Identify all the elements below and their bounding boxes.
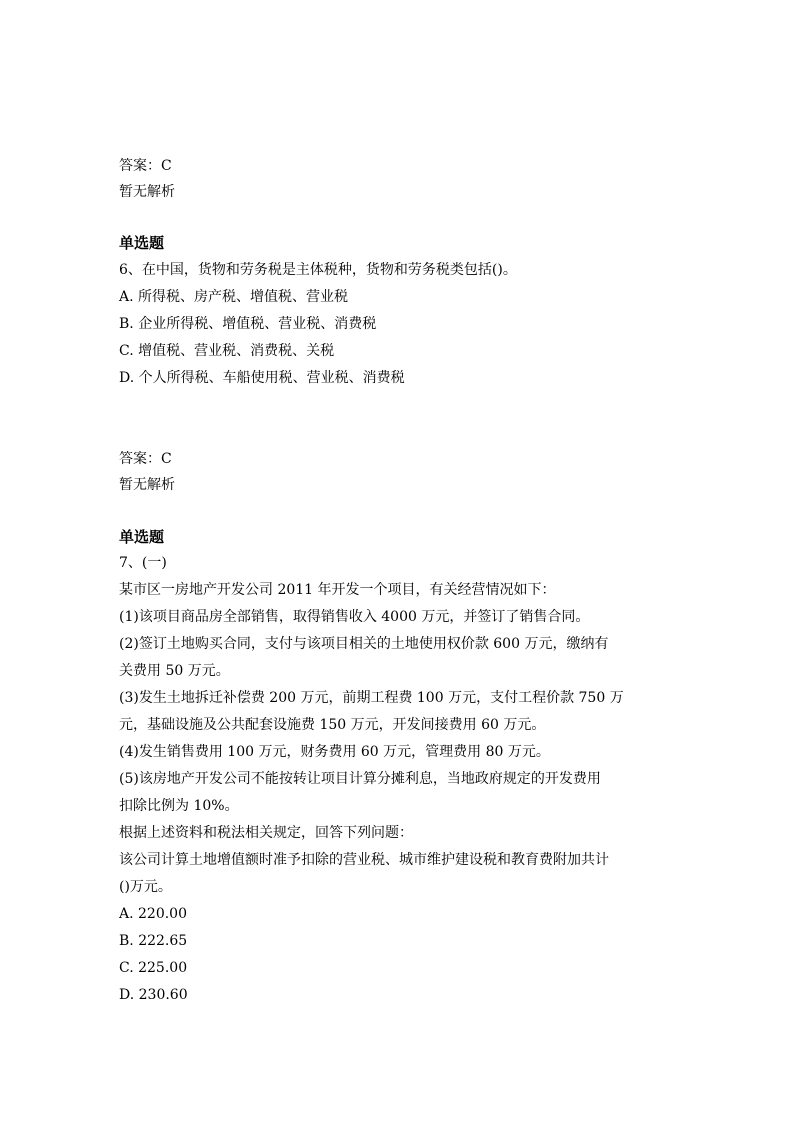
analysis-text: 暂无解析 bbox=[119, 477, 175, 493]
question-line: (1)该项目商品房全部销售，取得销售收入 4000 万元，并签订了销售合同。 bbox=[119, 609, 590, 625]
question-line: 关费用 50 万元。 bbox=[119, 663, 230, 679]
question-line: (5)该房地产开发公司不能按转让项目计算分摊利息，当地政府规定的开发费用 bbox=[119, 771, 601, 787]
question-line: 某市区一房地产开发公司 2011 年开发一个项目，有关经营情况如下： bbox=[119, 582, 556, 598]
question-line: (2)签订土地购买合同，支付与该项目相关的土地使用权价款 600 万元，缴纳有 bbox=[119, 636, 609, 652]
analysis-text: 暂无解析 bbox=[119, 184, 175, 200]
question-number: 7、(一) bbox=[119, 555, 167, 571]
question-line: 扣除比例为 10%。 bbox=[119, 798, 239, 814]
answer-text: 答案：C bbox=[119, 451, 172, 467]
option-c: C. 增值税、营业税、消费税、关税 bbox=[119, 343, 335, 359]
option-a: A. 所得税、房产税、增值税、营业税 bbox=[119, 289, 349, 305]
question-line: 根据上述资料和税法相关规定，回答下列问题： bbox=[119, 825, 413, 841]
option-b: B. 企业所得税、增值税、营业税、消费税 bbox=[119, 316, 377, 332]
option-d: D. 230.60 bbox=[119, 987, 188, 1003]
question-line: 元，基础设施及公共配套设施费 150 万元，开发间接费用 60 万元。 bbox=[119, 717, 546, 733]
option-d: D. 个人所得税、车船使用税、营业税、消费税 bbox=[119, 370, 405, 386]
option-a: A. 220.00 bbox=[119, 906, 187, 922]
option-b: B. 222.65 bbox=[119, 933, 188, 949]
question-line: (4)发生销售费用 100 万元，财务费用 60 万元，管理费用 80 万元。 bbox=[119, 744, 550, 760]
answer-text: 答案：C bbox=[119, 158, 172, 174]
question-line: 该公司计算土地增值额时准予扣除的营业税、城市维护建设税和教育费附加共计 bbox=[119, 852, 609, 868]
section-heading: 单选题 bbox=[119, 528, 165, 546]
question-text: 6、在中国，货物和劳务税是主体税种，货物和劳务税类包括()。 bbox=[119, 262, 517, 278]
question-line: ()万元。 bbox=[119, 879, 172, 895]
section-heading: 单选题 bbox=[119, 234, 165, 252]
question-line: (3)发生土地拆迁补偿费 200 万元，前期工程费 100 万元，支付工程价款 750 万 bbox=[119, 690, 624, 706]
option-c: C. 225.00 bbox=[119, 960, 188, 976]
